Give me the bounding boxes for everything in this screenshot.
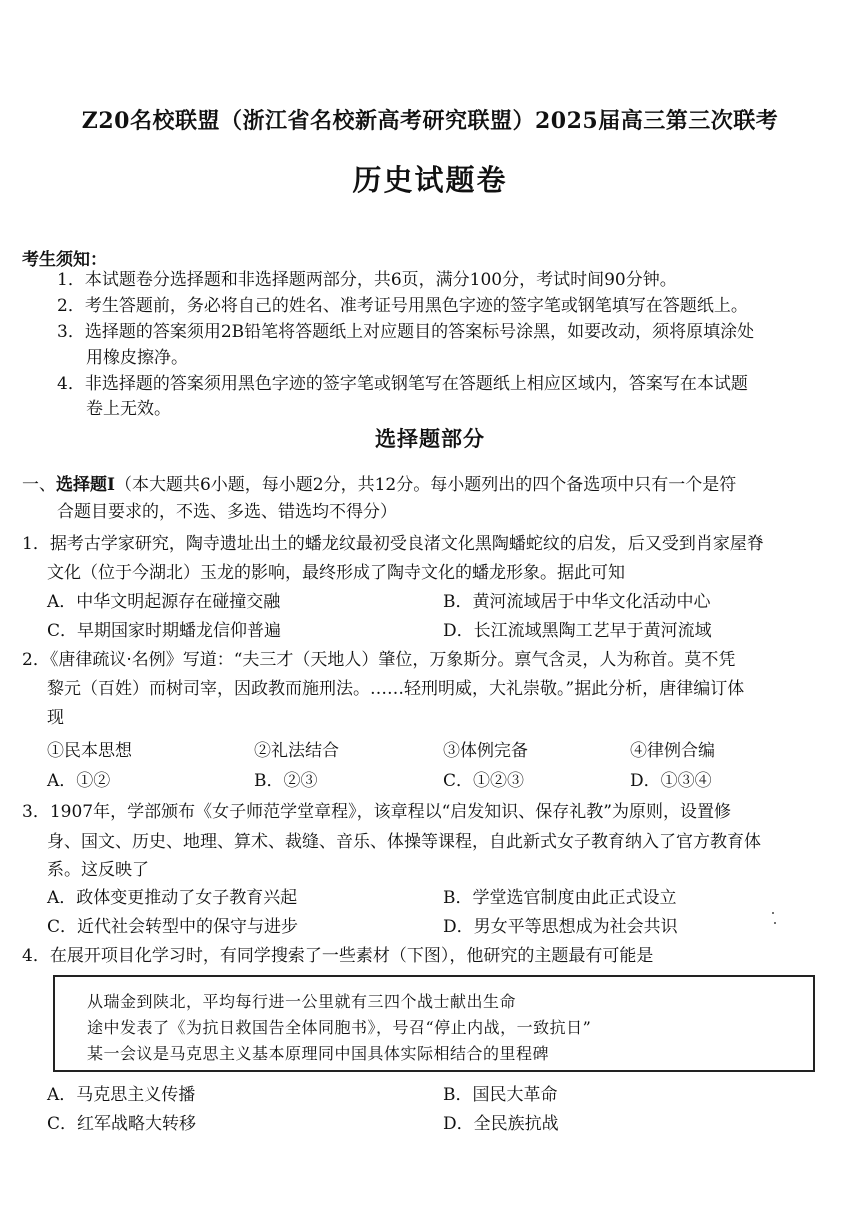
notice-line-3: 3．选择题的答案须用2B铅笔将答题纸上对应题目的答案标号涂黑，如要改动，须将原填涂处 <box>57 322 755 342</box>
q2-stem-line-2: 黎元（百姓）而树司宰，因政教而施刑法。……轻刑明威，大礼崇敬。”据此分析，唐律编订体 <box>47 679 745 699</box>
q2-option-b: B．②③ <box>254 771 318 791</box>
q3-option-c: C．近代社会转型中的保守与进步 <box>47 917 299 937</box>
q1-option-a: A．中华文明起源存在碰撞交融 <box>47 592 281 612</box>
q4-material-line-1: 从瑞金到陕北，平均每行进一公里就有三四个战士献出生命 <box>87 992 517 1011</box>
q4-option-a: A．马克思主义传播 <box>47 1085 196 1105</box>
q2-item-1: ①民本思想 <box>47 741 132 761</box>
q4-option-b: B．国民大革命 <box>443 1085 558 1105</box>
q1-option-c: C．早期国家时期蟠龙信仰普遍 <box>47 621 282 641</box>
part-name: 选择题Ⅰ <box>56 475 115 495</box>
q2-option-c: C．①②③ <box>443 771 525 791</box>
q2-stem-line-1: 2．《唐律疏议·名例》写道：“夫三才（天地人）肇位，万象斯分。禀气含灵，人为称首。莫不凭 <box>22 650 736 670</box>
notice-line-4-cont: 卷上无效。 <box>86 399 171 419</box>
q3-option-d: D．男女平等思想成为社会共识 <box>443 917 678 937</box>
q4-material-line-3: 某一会议是马克思主义基本原理同中国具体实际相结合的里程碑 <box>87 1044 550 1063</box>
q1-option-b: B．黄河流域居于中华文化活动中心 <box>443 592 711 612</box>
q2-item-3: ③体例完备 <box>443 741 528 761</box>
q4-material-box <box>53 975 815 1072</box>
part-desc-cont: 合题目要求的，不选、多选、错选均不得分） <box>57 502 397 522</box>
notice-line-1: 1．本试题卷分选择题和非选择题两部分，共6页，满分100分，考试时间90分钟。 <box>57 270 677 290</box>
part-header <box>22 473 736 497</box>
q3-option-a: A．政体变更推动了女子教育兴起 <box>47 888 298 908</box>
q3-stem-line-1: 3．1907年，学部颁布《女子师范学堂章程》，该章程以“启发知识、保存礼教”为原则，设置修 <box>22 802 731 822</box>
q4-stem-line-1: 4．在展开项目化学习时，有同学搜索了一些素材（下图），他研究的主题最有可能是 <box>22 946 654 966</box>
q2-item-2: ②礼法结合 <box>254 741 339 761</box>
notice-line-3-cont: 用橡皮擦净。 <box>86 348 188 368</box>
q1-stem-line-2: 文化（位于今湖北）玉龙的影响，最终形成了陶寺文化的蟠龙形象。据此可知 <box>47 563 625 583</box>
notice-line-2: 2．考生答题前，务必将自己的姓名、准考证号用黑色字迹的签字笔或钢笔填写在答题纸上。 <box>57 296 748 316</box>
q3-stem-line-3: 系。这反映了 <box>47 860 149 880</box>
q2-stem-line-3: 现 <box>47 708 64 728</box>
scan-speck <box>774 922 776 924</box>
exam-title: Z20名校联盟（浙江省名校新高考研究联盟）2025届高三第三次联考 <box>81 108 779 134</box>
section-title: 选择题部分 <box>375 426 485 451</box>
q1-option-d: D．长江流域黑陶工艺早于黄河流域 <box>443 621 712 641</box>
q3-stem-line-2: 身、国文、历史、地理、算术、裁缝、音乐、体操等课程，自此新式女子教育纳入了官方教育体 <box>47 832 761 852</box>
q1-stem-line-1: 1．据考古学家研究，陶寺遗址出土的蟠龙纹最初受良渚文化黑陶蟠蛇纹的启发，后又受到肖家屋脊 <box>22 534 764 554</box>
exam-subtitle: 历史试题卷 <box>352 163 508 197</box>
q4-material-line-2: 途中发表了《为抗日救国告全体同胞书》，号召“停止内战，一致抗日” <box>87 1018 592 1037</box>
q4-option-d: D．全民族抗战 <box>443 1114 559 1134</box>
notice-line-4: 4．非选择题的答案须用黑色字迹的签字笔或钢笔写在答题纸上相应区域内，答案写在本试题 <box>57 374 748 394</box>
q4-option-c: C．红军战略大转移 <box>47 1114 197 1134</box>
q2-item-4: ④律例合编 <box>630 741 715 761</box>
part-label: 一、 <box>22 475 56 495</box>
notice-heading: 考生须知： <box>22 250 107 270</box>
scan-speck <box>772 912 774 914</box>
part-desc: （本大题共6小题，每小题2分，共12分。每小题列出的四个备选项中只有一个是符 <box>114 475 737 495</box>
q3-option-b: B．学堂选官制度由此正式设立 <box>443 888 677 908</box>
q2-option-d: D．①③④ <box>630 771 712 791</box>
q2-option-a: A．①② <box>47 771 111 791</box>
